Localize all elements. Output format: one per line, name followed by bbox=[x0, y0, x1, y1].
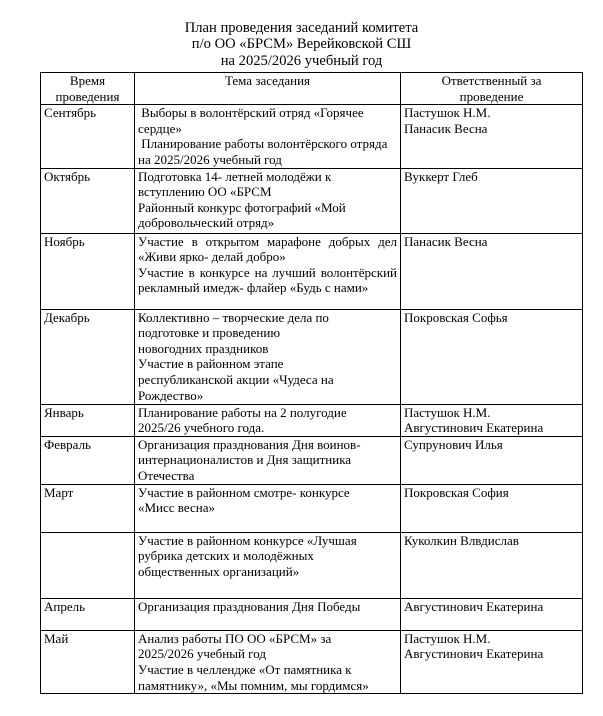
topic-cell bbox=[135, 630, 401, 693]
month-cell: Май bbox=[41, 630, 135, 693]
responsible-cell bbox=[401, 168, 583, 233]
responsible-cell bbox=[401, 233, 583, 309]
header-responsible bbox=[401, 73, 583, 105]
month-cell: Апрель bbox=[41, 598, 135, 630]
topic-item: Участие в районном конкурсе «Лучшая рубрика детских и молодёжных общественных организаций» bbox=[138, 532, 357, 579]
responsible-person: Пастушок Н.М. bbox=[404, 105, 491, 121]
topic-item: Участие в открытом марафоне добрых дел «Живи ярко- делай добро» bbox=[138, 233, 397, 265]
month-cell: Январь bbox=[41, 404, 135, 436]
responsible-person: Покровская Софья bbox=[404, 309, 508, 325]
topic-cell bbox=[135, 309, 401, 404]
topic-item: Планирование работы волонтёрского отряда на 2025/2026 учебный год bbox=[138, 136, 391, 167]
table-row bbox=[41, 168, 583, 233]
table-row bbox=[41, 484, 583, 532]
table-row bbox=[41, 436, 583, 484]
table-row bbox=[41, 630, 583, 693]
topic-cell bbox=[135, 105, 401, 168]
topic-item: Участие в районном смотре- конкурсе «Мисс весна» bbox=[138, 484, 350, 516]
topic-cell bbox=[135, 233, 401, 309]
month-cell bbox=[41, 532, 135, 598]
responsible-person: Августинович Екатерина bbox=[404, 420, 544, 436]
meeting-plan-table bbox=[40, 72, 583, 694]
month-cell: Ноябрь bbox=[41, 233, 135, 309]
topic-item: Подготовка 14- летней молодёжи к вступлению ОО «БРСМ bbox=[138, 168, 332, 200]
topic-cell bbox=[135, 436, 401, 484]
title-line-3: на 2025/2026 учебный год bbox=[220, 52, 383, 69]
responsible-person: Куколкин Влвдислав bbox=[404, 532, 519, 548]
topic-cell bbox=[135, 168, 401, 233]
responsible-person: Августинович Екатерина bbox=[404, 646, 544, 662]
responsible-cell bbox=[401, 309, 583, 404]
responsible-person: Пастушок Н.М. bbox=[404, 630, 491, 646]
month-cell: Март bbox=[41, 484, 135, 532]
title-line-2: п/о ОО «БРСМ» Верейковской СШ bbox=[191, 36, 412, 53]
topic-item: Участие в районном этапе республиканской акции «Чудеса на Рождество» bbox=[138, 356, 334, 403]
responsible-person: Пастушок Н.М. bbox=[404, 404, 491, 420]
topic-cell bbox=[135, 484, 401, 532]
topic-cell bbox=[135, 532, 401, 598]
responsible-cell bbox=[401, 105, 583, 168]
topic-item: Анализ работы ПО ОО «БРСМ» за 2025/2026 учебный год bbox=[138, 630, 332, 662]
topic-item: Планирование работы на 2 полугодие 2025/26 учебного года. bbox=[138, 404, 347, 436]
month-cell: Октябрь bbox=[41, 168, 135, 233]
title-line-1: План проведения заседаний комитета bbox=[184, 20, 419, 36]
topic-item: Участие в конкурсе на лучший волонтёрский рекламный имедж- флайер «Будь с нами» bbox=[138, 264, 397, 296]
responsible-person: Панасик Весна bbox=[404, 233, 488, 249]
table-row bbox=[41, 309, 583, 404]
month-cell: Февраль bbox=[41, 436, 135, 484]
topic-item: Участие в челлендже «От памятника к памятнику», «Мы помним, мы гордимся» bbox=[138, 661, 369, 693]
table-row bbox=[41, 598, 583, 630]
month-cell: Декабрь bbox=[41, 309, 135, 404]
responsible-cell bbox=[401, 532, 583, 598]
document-title bbox=[0, 20, 603, 69]
responsible-person: Панасик Весна bbox=[404, 120, 488, 136]
responsible-person: Вуккерт Глеб bbox=[404, 168, 478, 184]
responsible-person: Августинович Екатерина bbox=[404, 598, 544, 614]
header-responsible-line-1: Ответственный за bbox=[441, 73, 542, 88]
responsible-cell bbox=[401, 598, 583, 630]
topic-item: Районный конкурс фотографий «Мой добровольческий отряд» bbox=[138, 199, 346, 231]
responsible-cell bbox=[401, 630, 583, 693]
header-time bbox=[41, 73, 135, 105]
table-row bbox=[41, 233, 583, 309]
table-header-row bbox=[41, 73, 583, 105]
responsible-person: Супрунович Илья bbox=[404, 436, 503, 452]
header-time-line-2: проведения bbox=[55, 88, 120, 104]
table-row bbox=[41, 105, 583, 168]
topic-item: Организация празднования Дня Победы bbox=[138, 598, 361, 614]
responsible-cell bbox=[401, 484, 583, 532]
responsible-cell bbox=[401, 404, 583, 436]
topic-item: Коллективно – творческие дела по подготовке и проведению новогодних праздников bbox=[138, 309, 329, 356]
topic-cell bbox=[135, 404, 401, 436]
responsible-cell bbox=[401, 436, 583, 484]
header-responsible-line-2: проведение bbox=[459, 88, 524, 104]
month-cell: Сентябрь bbox=[41, 105, 135, 168]
table-row bbox=[41, 532, 583, 598]
header-time-line-1: Время bbox=[69, 73, 106, 88]
header-topic: Тема заседания bbox=[135, 73, 401, 105]
topic-cell bbox=[135, 598, 401, 630]
topic-item: Выборы в волонтёрский отряд «Горячее сердце» bbox=[138, 105, 367, 136]
responsible-person: Покровская София bbox=[404, 484, 509, 500]
topic-item: Организация празднования Дня воинов-интернационалистов и Дня защитника Отечества bbox=[138, 436, 361, 483]
table-row bbox=[41, 404, 583, 436]
